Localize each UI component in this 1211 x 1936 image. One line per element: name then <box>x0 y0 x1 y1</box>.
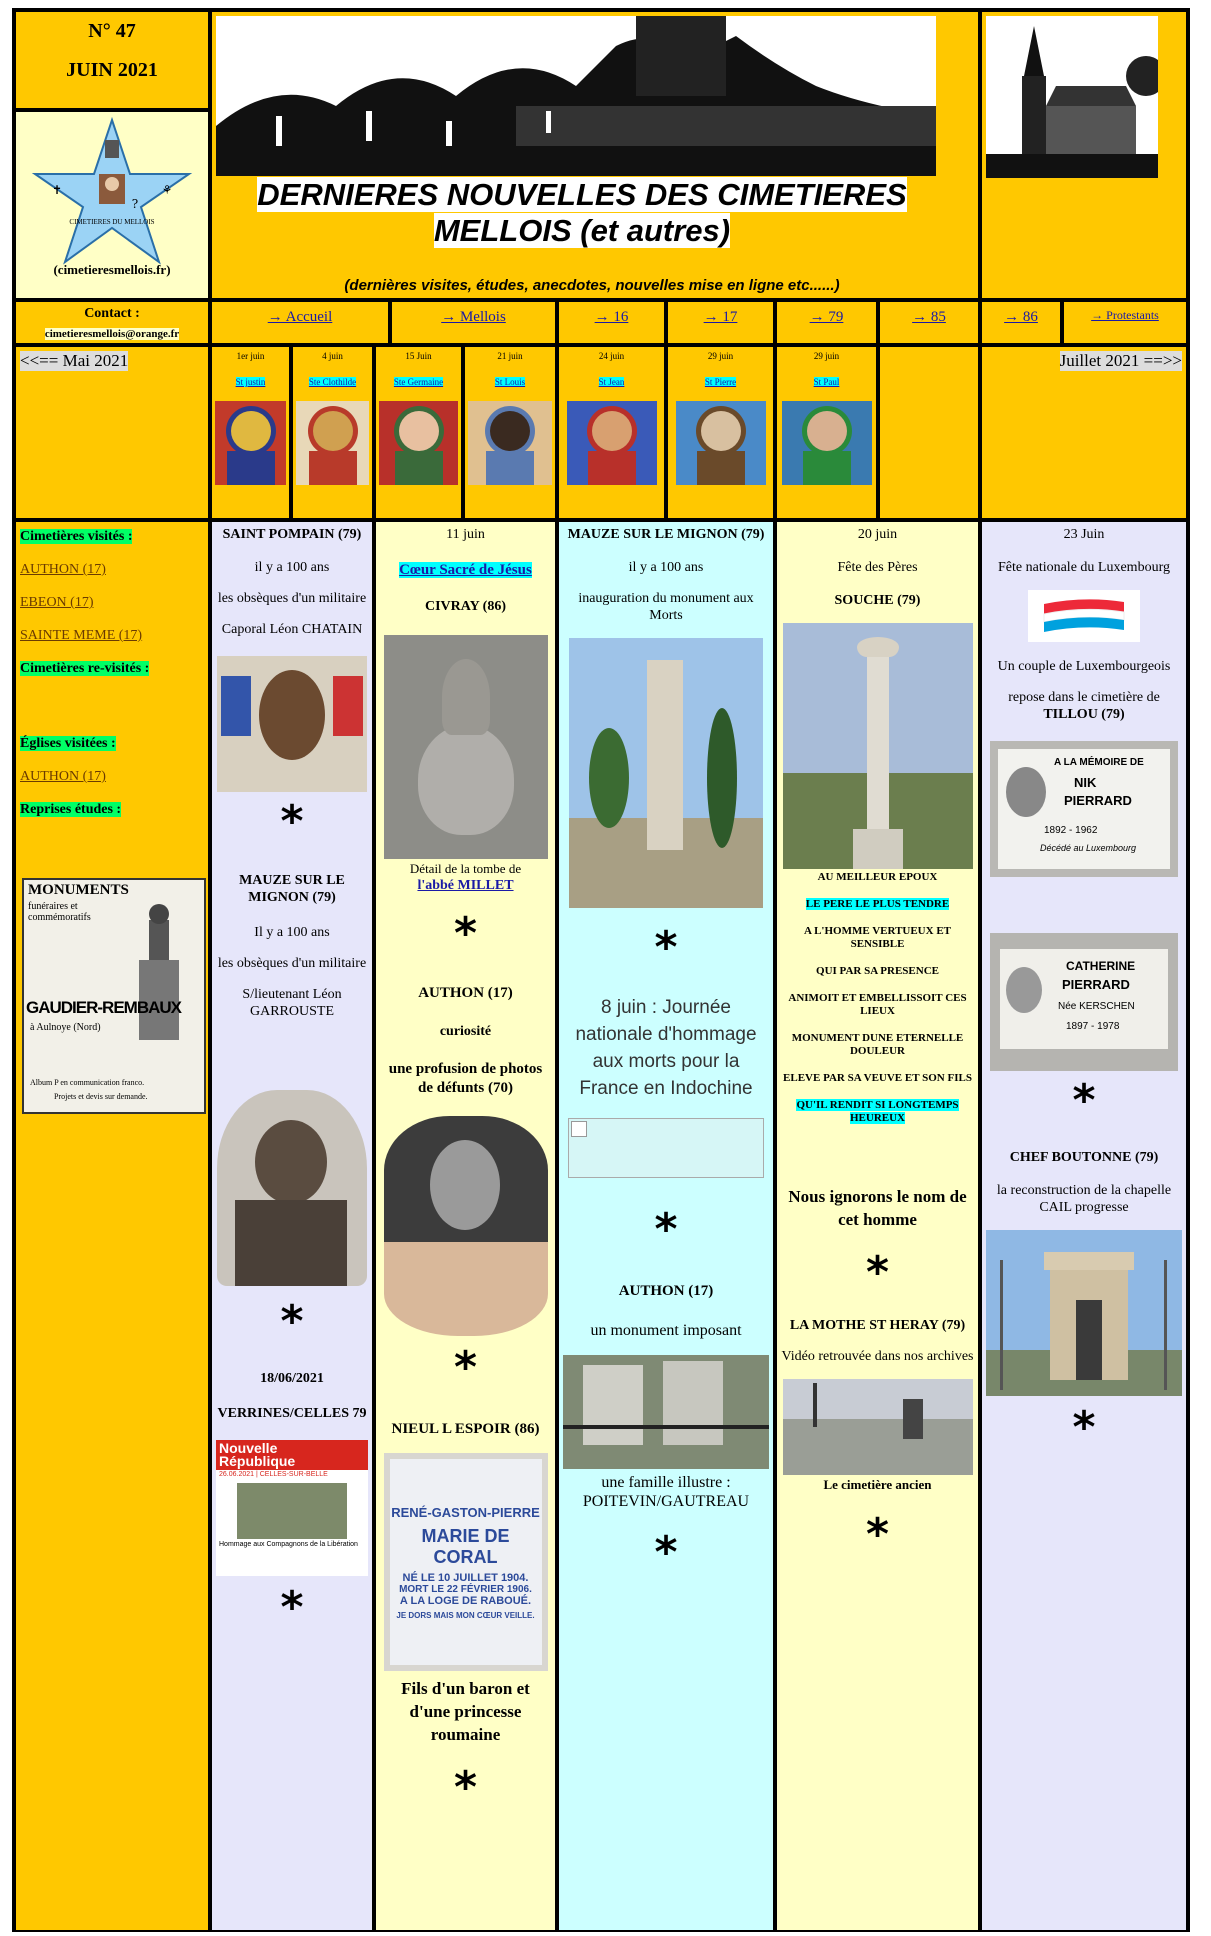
soldier-photo-chatain[interactable] <box>217 656 367 792</box>
c2-place: CIVRAY (86) <box>424 599 507 614</box>
contact-email[interactable]: cimetieresmellois@orange.fr <box>44 328 180 340</box>
souche-column-photo[interactable] <box>783 623 973 869</box>
saint-cell <box>775 345 878 520</box>
c1-a-title: SAINT POMPAIN (79) <box>222 527 362 542</box>
site-title-line2: MELLOIS (et autres) <box>433 213 731 248</box>
chapelle-cail-photo[interactable] <box>986 1230 1182 1396</box>
logo-inner-text: CIMETIERES DU MELLOIS <box>69 218 155 226</box>
asterisk-separator-icon: * <box>654 1204 678 1255</box>
column-3: MAUZE SUR LE MIGNON (79) il y a 100 ans inauguration du monument aux Morts * 8 juin : Journée nationale d'hommage aux morts pour la France en Indochine * AUTHON (17) un monument imposant une famille illustre : POITEVIN/GAUTREAU * <box>557 520 775 1932</box>
saint-link[interactable]: St Pierre <box>704 377 737 387</box>
stained-glass-image[interactable] <box>296 401 369 485</box>
broken-image[interactable] <box>568 1118 764 1178</box>
epitaph-list <box>781 871 974 1125</box>
revisited-label: Cimetières re-visités : <box>20 661 150 676</box>
sacred-heart-photo[interactable] <box>384 635 548 859</box>
site-subtitle: (dernières visites, études, anecdotes, nouvelles mise en ligne etc......) <box>344 277 840 294</box>
plaque-catherine-pierrard[interactable]: CATHERINE PIERRARD Née KERSCHEN 1897 - 1978 <box>990 933 1178 1071</box>
saint-cell <box>374 345 463 520</box>
saint-date: 29 juin <box>813 351 840 361</box>
epitaph-line: A L'HOMME VERTUEUX ET SENSIBLE <box>803 925 951 950</box>
column-2: 11 juin Cœur Sacré de Jésus CIVRAY (86) Détail de la tombe de l'abbé MILLET * AUTHON (17) curiosité une profusion de photos de défunts (70) * NIEUL L ESPOIR (86) RENÉ-GASTON-PIERRE MARIE DE CORAL NÉ LE 10 JUILLET 1904. MORT LE 22 FÉVRIER 1906. A LA LOGE DE RABOUÉ. JE DORS MAIS MON CŒUR VEILLE. Fils d'un baron et d'une princesse roumaine * <box>374 520 557 1932</box>
defunts-photos[interactable] <box>384 1116 548 1336</box>
churches-label: Églises visitées : <box>20 736 116 751</box>
c4-place: SOUCHE (79) <box>834 593 921 608</box>
war-memorial-photo[interactable] <box>569 638 763 908</box>
site-title-line1: DERNIERES NOUVELLES DES CIMETIERES <box>257 177 907 212</box>
column-5: 23 Juin Fête nationale du Luxembourg Un couple de Luxembourgeois repose dans le cimetière de TILLOU (79) A LA MÉMOIRE DE NIK PIERRARD 1892 - 1962 Décédé au Luxembourg CATHERINE PIERRARD Née KERSCHEN 1897 - 1978 * CHEF BOUTONNE (79) la reconstruction de la chapelle CAIL progresse * <box>980 520 1188 1932</box>
epitaph-line: ANIMOIT ET EMBELLISSOIT CES LIEUX <box>788 992 967 1017</box>
contact-box <box>14 300 210 345</box>
church-authon[interactable]: AUTHON (17) <box>20 769 106 784</box>
saint-date: 24 juin <box>598 351 625 361</box>
nav-79[interactable]: → 79 <box>775 300 878 345</box>
unknown-man-text: Nous ignorons le nom de cet homme <box>781 1185 974 1231</box>
c5-place: TILLOU (79) <box>1043 707 1125 722</box>
asterisk-separator-icon: * <box>453 1342 477 1393</box>
c1-c-date: 18/06/2021 <box>260 1371 324 1386</box>
prev-month-box <box>14 345 210 520</box>
epitaph-line: LE PERE LE PLUS TENDRE <box>805 898 950 910</box>
asterisk-separator-icon: * <box>280 796 304 847</box>
saint-link[interactable]: St justin <box>235 377 266 387</box>
asterisk-separator-icon: * <box>654 1527 678 1578</box>
luxembourg-flag-icon <box>1028 590 1140 642</box>
cemetery-banner-image <box>216 16 936 176</box>
saint-link[interactable]: Ste Clothilde <box>308 377 357 387</box>
epitaph-line: MONUMENT DUNE ETERNELLE DOULEUR <box>791 1032 964 1057</box>
stained-glass-image[interactable] <box>782 401 872 485</box>
news-article-image[interactable]: Nouvelle République 26.06.2021 | CELLES-SUR-BELLE Hommage aux Compagnons de la Libération <box>216 1440 368 1576</box>
soldier-photo-garrouste[interactable] <box>217 1090 367 1286</box>
asterisk-separator-icon: * <box>654 922 678 973</box>
asterisk-separator-icon: * <box>865 1247 889 1298</box>
saint-link[interactable]: Ste Germaine <box>393 377 444 387</box>
epitaph-line: ELEVE PAR SA VEUVE ET SON FILS <box>783 1072 972 1084</box>
c1-b-title: MAUZE SUR LE MIGNON (79) <box>239 873 345 905</box>
column-1: SAINT POMPAIN (79) il y a 100 ans les obsèques d'un militaire Caporal Léon CHATAIN * MAUZE SUR LE MIGNON (79) Il y a 100 ans les obsèques d'un militaire S/lieutenant Léon GARROUSTE * 18/06/2021 VERRINES/CELLES 79 Nouvelle République 26.06.2021 | CELLES-SUR-BELLE Hommage aux Compagnons de la Libération * <box>210 520 374 1932</box>
nav-accueil[interactable]: → Accueil <box>210 300 390 345</box>
issue-month: JUIN 2021 <box>66 59 158 81</box>
saint-link[interactable]: St Paul <box>813 377 840 387</box>
saint-date: 4 juin <box>322 351 343 361</box>
visited-sainte-meme[interactable]: SAINTE MEME (17) <box>20 628 143 643</box>
stained-glass-image[interactable] <box>676 401 766 485</box>
stained-glass-image[interactable] <box>215 401 286 485</box>
c3-c-caption: une famille illustre : POITEVIN/GAUTREAU <box>582 1474 750 1510</box>
c2-c-title: NIEUL L ESPOIR (86) <box>391 1421 540 1437</box>
sidebar <box>14 520 210 1932</box>
prev-month-link[interactable]: <<== Mai 2021 <box>20 351 129 370</box>
c1-c-title: VERRINES/CELLES 79 <box>217 1406 367 1421</box>
c5-date: 23 Juin <box>1063 527 1105 542</box>
contact-label: Contact : <box>84 306 140 321</box>
nav-85[interactable]: → 85 <box>878 300 980 345</box>
saint-link[interactable]: St Louis <box>494 377 526 387</box>
asterisk-separator-icon: * <box>1072 1402 1096 1453</box>
stained-glass-image[interactable] <box>379 401 458 485</box>
mothe-cemetery-photo[interactable] <box>783 1379 973 1475</box>
c3-c-title: AUTHON (17) <box>618 1283 714 1299</box>
c2-c-caption: Fils d'un baron et d'une princesse roumaine <box>401 1679 530 1744</box>
stained-glass-image[interactable] <box>468 401 552 485</box>
header-banner <box>210 10 980 300</box>
authon-monument-photo[interactable] <box>563 1355 769 1469</box>
issue-box <box>14 10 210 110</box>
monuments-ad[interactable]: MONUMENTS funéraires et commémoratifs GAUDIER-REMBAUX à Aulnoye (Nord) Album P en communication franco. Projets et devis sur demande. <box>22 878 206 1114</box>
saint-date: 1er juin <box>236 351 265 361</box>
issue-number: N° 47 <box>88 20 136 42</box>
saint-cell <box>666 345 775 520</box>
c2-caption: Détail de la tombe de <box>409 861 522 876</box>
asterisk-separator-icon: * <box>865 1509 889 1560</box>
visited-ebeon[interactable]: EBEON (17) <box>20 595 94 610</box>
saint-date: 21 juin <box>497 351 523 361</box>
nav-17[interactable]: → 17 <box>666 300 775 345</box>
c4-date: 20 juin <box>857 527 898 542</box>
c2-date: 11 juin <box>446 527 485 542</box>
next-month-link[interactable]: Juillet 2021 ==>> <box>1059 351 1182 370</box>
empty-saint-cell <box>878 345 980 520</box>
svg-text:✝: ✝ <box>51 183 63 197</box>
nav-16[interactable]: → 16 <box>557 300 666 345</box>
saint-date: 15 Juin <box>405 351 432 361</box>
nav-mellois[interactable]: → Mellois <box>390 300 557 345</box>
c3-a-title: MAUZE SUR LE MIGNON (79) <box>567 527 765 542</box>
svg-text:⚘: ⚘ <box>161 183 173 197</box>
c5-b-title: CHEF BOUTONNE (79) <box>1009 1150 1159 1165</box>
reprises-label: Reprises études : <box>20 802 122 817</box>
saint-cell <box>291 345 374 520</box>
epitaph-line: QUI PAR SA PRESENCE <box>816 965 939 977</box>
stained-glass-image[interactable] <box>567 401 657 485</box>
indochine-text: 8 juin : Journée nationale d'hommage aux morts pour la France en Indochine <box>575 997 757 1099</box>
asterisk-separator-icon: * <box>453 908 477 959</box>
asterisk-separator-icon: * <box>453 1762 477 1813</box>
asterisk-separator-icon: * <box>280 1582 304 1633</box>
saint-cell <box>210 345 291 520</box>
epitaph-line: AU MEILLEUR EPOUX <box>817 871 938 883</box>
saint-link[interactable]: St Jean <box>598 377 625 387</box>
c4-c-title: LA MOTHE ST HERAY (79) <box>789 1318 966 1333</box>
plaque-nik-pierrard[interactable]: A LA MÉMOIRE DE NIK PIERRARD 1892 - 1962 Décédé au Luxembourg <box>990 741 1178 877</box>
saint-date: 29 juin <box>707 351 734 361</box>
church-image <box>986 16 1158 178</box>
c4-c-caption: Le cimetière ancien <box>823 1477 932 1492</box>
coral-plaque[interactable]: RENÉ-GASTON-PIERRE MARIE DE CORAL NÉ LE 10 JUILLET 1904. MORT LE 22 FÉVRIER 1906. A LA LOGE DE RABOUÉ. JE DORS MAIS MON CŒUR VEILLE. <box>384 1453 548 1671</box>
visited-authon[interactable]: AUTHON (17) <box>20 562 106 577</box>
c2-b-title: AUTHON (17) <box>418 985 513 1001</box>
nav-86[interactable]: → 86 <box>980 300 1062 345</box>
asterisk-separator-icon: * <box>1072 1075 1096 1126</box>
logo-box[interactable] <box>14 110 210 300</box>
sacred-heart-link[interactable]: Cœur Sacré de Jésus <box>399 562 532 578</box>
abbe-millet-link[interactable]: l'abbé MILLET <box>417 878 514 893</box>
saint-cell <box>557 345 666 520</box>
svg-text:?: ? <box>131 197 139 211</box>
visited-label: Cimetières visités : <box>20 529 133 544</box>
church-box <box>980 10 1188 300</box>
logo-caption: (cimetieresmellois.fr) <box>53 262 171 277</box>
star-logo-icon <box>27 116 197 266</box>
asterisk-separator-icon: * <box>280 1296 304 1347</box>
nav-protestants[interactable]: → Protestants <box>1062 300 1188 345</box>
saint-cell <box>463 345 557 520</box>
epitaph-line: QU'IL RENDIT SI LONGTEMPS HEUREUX <box>796 1099 959 1124</box>
column-4: 20 juin Fête des Pères SOUCHE (79) AU MEILLEUR EPOUX LE PERE LE PLUS TENDRE A L'HOMME VERTUEUX ET SENSIBLE QUI PAR SA PRESENCE ANIMOIT ET EMBELLISSOIT CES LIEUX MONUMENT DUNE ETERNELLE DOULEUR ELEVE PAR SA VEUVE ET SON FILS QU'IL RENDIT SI LONGTEMPS HEUREUX Nous ignorons le nom de cet homme * LA MOTHE ST HERAY (79) Vidéo retrouvée dans nos archives Le cimetière ancien * <box>775 520 980 1932</box>
next-month-box <box>980 345 1188 520</box>
